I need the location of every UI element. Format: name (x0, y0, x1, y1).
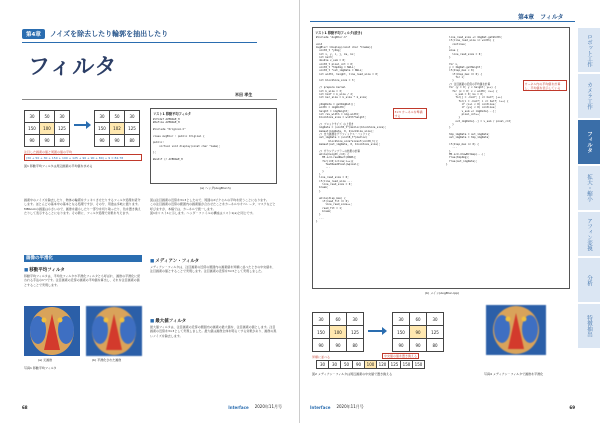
code-line: M5.Lcd.drawBitmap(...); (446, 153, 486, 157)
cell: 150 (95, 123, 110, 135)
code-line: line_read_size = 0; (316, 183, 352, 187)
code-line: virtual void display(const char *name); (153, 144, 221, 148)
code-line: if (x+i < 0) continue; (446, 102, 496, 106)
arrow-head-icon (382, 327, 387, 335)
code-line: line_read_size += ImgDat.getWidth; (446, 36, 503, 39)
code-line: for(i=0;i<line;i++){ (316, 159, 354, 163)
code-line: #endif // AVERAGE_H (153, 158, 183, 162)
cell: 125 (347, 326, 364, 339)
code-line: } (446, 149, 451, 153)
issue-date: 2020年11月号 (336, 404, 364, 409)
chapter-tab[interactable]: 特徴抽出 (578, 304, 600, 349)
code-line: #ifndef AVERAGE_H (153, 118, 180, 121)
code-line: for x, (446, 62, 459, 66)
code-callout-kernel: 3×3 カーネルを準備する (393, 108, 427, 119)
code-line: uint8_t pixel_cnt = 0; (316, 62, 354, 66)
cell: 50 (40, 111, 55, 123)
code-line: else { (446, 49, 459, 53)
cell: 150 (413, 361, 425, 369)
code-line: M5.Lcd.readRect(ROWS); (316, 156, 357, 160)
code-line: } (316, 219, 318, 223)
arrow-head-icon (86, 121, 91, 129)
issue-date: 2020年11月号 (254, 404, 282, 409)
code-line: } (446, 46, 451, 50)
code-line: memset(imgData, 0, blockSize_size); (316, 129, 374, 133)
code-line: int ker_size = k_size * k_size; (316, 96, 368, 100)
code-line: // ガウシアンブラーの結果の計算 (316, 149, 361, 153)
mandrill-blurred-image-icon (86, 306, 142, 356)
running-header: 第4章 フィルタ (518, 14, 564, 21)
right-page (300, 0, 600, 423)
body-text-2: 移動平均フィルタは、平均化フィルタや平滑化フィルタとも呼ばれ、画像の平滑化に使われる手法の1つです。注目画素の近傍の画素の平均値を算出し、それを注目画素の値とすることで実現します。 (24, 274, 141, 287)
figure-note-label: 注目した画素の値と周囲の値の平均 (24, 150, 73, 154)
cell: 125 (55, 123, 70, 135)
code-line: } (446, 79, 454, 83)
page-title: フィルタ (28, 55, 118, 80)
listing-code-right (446, 36, 568, 286)
chapter-tab[interactable]: アフィン変換 (578, 212, 600, 257)
page-number: 69 (569, 404, 575, 410)
code-line: #define AVERAGE_H (153, 121, 180, 125)
photo-b-label: (b) 平滑化された画像 (92, 358, 122, 362)
code-line: #include "AvgBlur.h" (316, 36, 348, 39)
code-line: void (316, 42, 323, 46)
body-text-5: 最大値フィルタは、注目画素の近傍の範囲内の画素の最大値を、注目画素の値とします。注目画素の近傍を3×3として実現しました。最大値は画像全体を明るくする効果があり、画像の黒いノイズを除去します。 (150, 325, 277, 338)
code-line: free(out_imgData); (446, 159, 478, 163)
listing-code (153, 118, 274, 161)
listing-title: リスト1 移動平均フィルタ (153, 112, 191, 116)
mandrill-median-image-icon (486, 305, 546, 355)
listing-caption: (b) メイン(AvgBlur.cpp) (425, 291, 460, 295)
code-line: // ブロックサイズ の上書き (316, 122, 354, 126)
cell: 90 (25, 135, 40, 147)
code-line: } (446, 116, 461, 120)
code-line: int k_size = 3; (316, 89, 343, 93)
cell: 120 (377, 361, 389, 369)
code-line: continue; (446, 42, 467, 46)
code-line: int x, y, i, j, ks, kx; (316, 52, 356, 56)
code-line: for (y = 0; y < height; y++) { (446, 86, 496, 90)
cell: 80 (55, 135, 70, 147)
code-line: break; (316, 209, 332, 213)
cell: 100 (40, 123, 55, 135)
code-line: if(disp_max == 0) { (446, 72, 482, 76)
chapter-badge: 第4章 (22, 29, 45, 39)
chapter-tab[interactable]: ロボット工作 (578, 28, 600, 73)
cell: 30 (125, 111, 140, 123)
cell: 125 (125, 123, 140, 135)
code-line: if(line_read_size ... (316, 179, 352, 183)
figure-1 (24, 110, 142, 188)
code-line: } (446, 163, 448, 167)
cell: 150 (393, 326, 410, 339)
cell: 30 (95, 111, 110, 123)
code-line: public: (153, 141, 164, 145)
code-line: width = imgWidth; (316, 106, 346, 110)
code-callout-average: カーネル内の平均値を計算し、平均値を表示している (523, 80, 567, 91)
cell: 90 (110, 135, 125, 147)
figure-2 (312, 312, 472, 412)
code-line: while(disp_max) { (316, 196, 346, 200)
code-line: } (316, 189, 321, 193)
code-line: memset(out_imgData, 0, blockSize_size); (316, 143, 381, 146)
photo-smoothed (86, 306, 142, 356)
code-line: // prepare kernel (316, 86, 346, 90)
code-line: ... (446, 146, 457, 150)
code-line: int width, height, line_read_size = 0; (316, 72, 379, 76)
magazine-name: Interface (228, 404, 249, 410)
cell: 90 (353, 361, 365, 369)
chapter-header (22, 28, 252, 40)
result-grid (94, 110, 140, 147)
code-line: imgData = (uint8_t*)malloc(blockSize_size); (316, 126, 387, 130)
code-line: class AvgBlur : public Original { (153, 134, 205, 138)
photo-a-label: (a) 元画像 (38, 358, 53, 362)
cell: 150 (313, 326, 330, 339)
code-listing-1b (312, 27, 570, 289)
median-note: 中央値の値を置き換える (384, 354, 418, 358)
code-line: #include "Original.h" (153, 128, 186, 132)
figure-caption: 図1 移動平均フィルタは周辺画素の平均値を求める (24, 164, 93, 168)
footer (310, 404, 575, 410)
chapter-tab[interactable]: フィルタ (578, 120, 600, 165)
code-line: line_read_size = 0; (446, 52, 482, 56)
code-listing-1a (150, 108, 277, 184)
cell: 50 (341, 361, 353, 369)
listing-code-left (316, 36, 441, 286)
code-line: break; (316, 186, 329, 190)
mandrill-image-icon (24, 306, 80, 356)
code-line: height = imgHeight; (316, 109, 349, 113)
cell: 90 (410, 339, 427, 352)
chapter-heading: ノイズを除去したり輪郭を抽出したり (49, 30, 169, 38)
title-rule (22, 99, 277, 100)
code-line: out_imgData[..] = v_sum / pixel_cnt; (446, 119, 512, 123)
code-line: } (316, 213, 321, 217)
code-line: ... (316, 216, 324, 220)
code-line: line_read_size++; (316, 203, 352, 207)
photo-median (486, 305, 546, 355)
cell: 150 (25, 123, 40, 135)
code-line: } (316, 169, 324, 173)
code-line: if(line_read_size >= width) { (446, 39, 495, 43)
cell: 30 (25, 111, 40, 123)
code-line: AvgBlur::display(const char *Cname){ (316, 46, 373, 50)
code-line: out_imgData = tmp_imgData; (446, 136, 490, 140)
photo-caption: 写真4 メディアン・フィルタで画像を平滑化 (484, 372, 544, 376)
code-line: } (446, 126, 451, 130)
cell: 30 (427, 313, 444, 326)
cell: 90 (313, 339, 330, 352)
cell: 90 (330, 339, 347, 352)
cell: 90 (393, 339, 410, 352)
code-line: v_sum += imgData[...]; (446, 109, 496, 113)
sort-label: 昇順に並べる (312, 355, 331, 359)
code-line: int half = k_size / 2; (316, 92, 354, 96)
code-line: tmp_imgData = out_imgData; (446, 132, 490, 136)
code-line: y = ImgDat.getHeight; (446, 66, 482, 70)
code-line: out_imgData = (uint8_t*)malloc( (316, 136, 368, 140)
cell: 30 (313, 313, 330, 326)
code-line: uint8_t *yImg; (316, 49, 341, 53)
cell: 100 (365, 361, 377, 369)
cell: 60 (410, 313, 427, 326)
code-line: } (316, 173, 321, 177)
section-heading: 画像の平滑化 (24, 255, 142, 262)
code-line: free(tmpImg); (446, 156, 470, 160)
code-line: line_read_size = 0; (316, 176, 349, 180)
sorted-row (316, 360, 425, 369)
code-line: fastReadPixel(&pixel); (316, 163, 360, 167)
cell: 80 (427, 339, 444, 352)
cell: 30 (347, 313, 364, 326)
cell: 30 (55, 111, 70, 123)
header-rule (310, 21, 575, 22)
code-line: int blockSize_size = 3; (316, 79, 356, 83)
cell: 90 (40, 135, 55, 147)
cell: 150 (401, 361, 413, 369)
subsection-heading-median: ■ メディアン・フィルタ (150, 258, 199, 264)
code-line: ... (316, 166, 331, 170)
code-line: // 出力画像をグラフィックス・バッファに (316, 132, 371, 136)
cell: 80 (125, 135, 140, 147)
code-line: double v_sum = 0; (316, 59, 346, 63)
cell: 60 (330, 313, 347, 326)
code-line: int rev_width = img.width; (316, 112, 360, 116)
cell: 30 (329, 361, 341, 369)
code-line: uint8_t *out_imgData = NULL; (316, 69, 363, 73)
subsection-heading: ■ 移動平均フィルタ (24, 267, 65, 273)
code-line: while(height_cnt) { (316, 153, 349, 157)
photo-caption: 写真1 移動平均フィルタ (24, 366, 57, 370)
source-grid (312, 312, 364, 352)
source-grid (24, 110, 70, 147)
cell: 50 (110, 111, 125, 123)
footer (22, 404, 282, 410)
result-grid (392, 312, 444, 352)
author-name: 米田 孝生 (235, 92, 253, 97)
code-line: for(j = -half; j <= half; j++) (446, 96, 503, 100)
code-line: if (y+j < 0) continue; (446, 106, 496, 110)
header-rule (22, 42, 257, 43)
body-text-3: 図は注目画素の近傍を3×3としたので、周囲の2ピクセルの平均を使うことになります。 この注目画素の近傍の範囲内の画素値が合わせたことをカーネルやオペレータ、マスクなどと呼びますが、本稿では、カーネルで統一します。 図1をリスト1に示します。ヘッダ・ファイルの構成はリスト1(a)と同じです。 (150, 198, 276, 215)
code-line: v_sum = 0; ks = 0; (446, 92, 484, 96)
code-line: } (446, 56, 451, 60)
code-line: pixel_cnt++; (446, 112, 481, 116)
code-line: blockSize_size = width*height; (316, 116, 366, 120)
code-line: for (x = 0; x < width; x++) { (446, 89, 498, 93)
cell: 30 (393, 313, 410, 326)
cell: 30 (317, 361, 329, 369)
chapter-tab[interactable]: 分析 (578, 258, 600, 303)
code-line: blockSize_size*sizeof(uint8_t)); (316, 139, 379, 143)
body-text-1: 画素中のノイズを除去したり、物体の輪郭をクッキリさせたりするフィルタ処理を紹介します。ほとんどの基本中の基本となる処理ですが、その分、用途は多岐に渡ります。 MBbookの画面は小さいので、画像を縮小したり一部分を切り取ったり、色を置き換えたりして表示することになります。その際に、フィルタ処理で効果を与えます。 (24, 198, 141, 215)
chapter-tab[interactable]: カメラ工作 (578, 74, 600, 119)
photo-original (24, 306, 80, 356)
cell: 80 (347, 339, 364, 352)
subsection-heading-max: ■ 最大値フィルタ (150, 318, 186, 324)
figure-note: (30 + 50 + 30 + 150 + 100 + 125 + 90 + 90 + 80) ÷ 9 = 82.78 (24, 154, 142, 161)
listing-caption: (a) ヘッダ(AvgBlur.h) (200, 186, 231, 190)
page-number: 68 (22, 404, 28, 410)
cell: 125 (427, 326, 444, 339)
code-line: read_fit = 1; (316, 206, 343, 210)
magazine-name: Interface (310, 404, 331, 410)
body-text-4: メディアン・フィルタは、注目画素の近傍の範囲内の画素値を昇順に並べたときの中央値を、注目画素の値とすることで実現します。注目画素の近傍を3×3として実現しました。 (150, 265, 276, 274)
cell: 102 (110, 123, 125, 135)
code-line: int ks=3; (316, 56, 334, 60)
code-line: uint8_t *tmpImg = NULL; (316, 66, 356, 70)
cell: 90 (95, 135, 110, 147)
cell: 125 (389, 361, 401, 369)
code-line: }; (153, 151, 157, 155)
code-line: for x; (446, 76, 465, 80)
code-line: if(disp_max < 0) (446, 69, 475, 73)
chapter-tab[interactable]: 拡大・縮小 (578, 166, 600, 211)
code-line: if(disp_max >= 0) { (446, 143, 479, 146)
code-line: yImgData = getImgDat(); (316, 102, 356, 106)
code-line: for(i = -half; i <= half; i++) { (446, 99, 509, 103)
cell: 100 (330, 326, 347, 339)
code-line: } (446, 122, 454, 126)
code-line: // 注目画素の近傍の平均値を計算 (446, 82, 491, 86)
cell: 90 (410, 326, 427, 339)
code-line: if(read_fit == 0) (316, 199, 349, 203)
listing-title: リスト1 移動平均フィルタ(続き) (315, 31, 363, 35)
figure-caption: 図2 メディアン・フィルタは周辺画素の中央値で置き換える (312, 372, 393, 376)
